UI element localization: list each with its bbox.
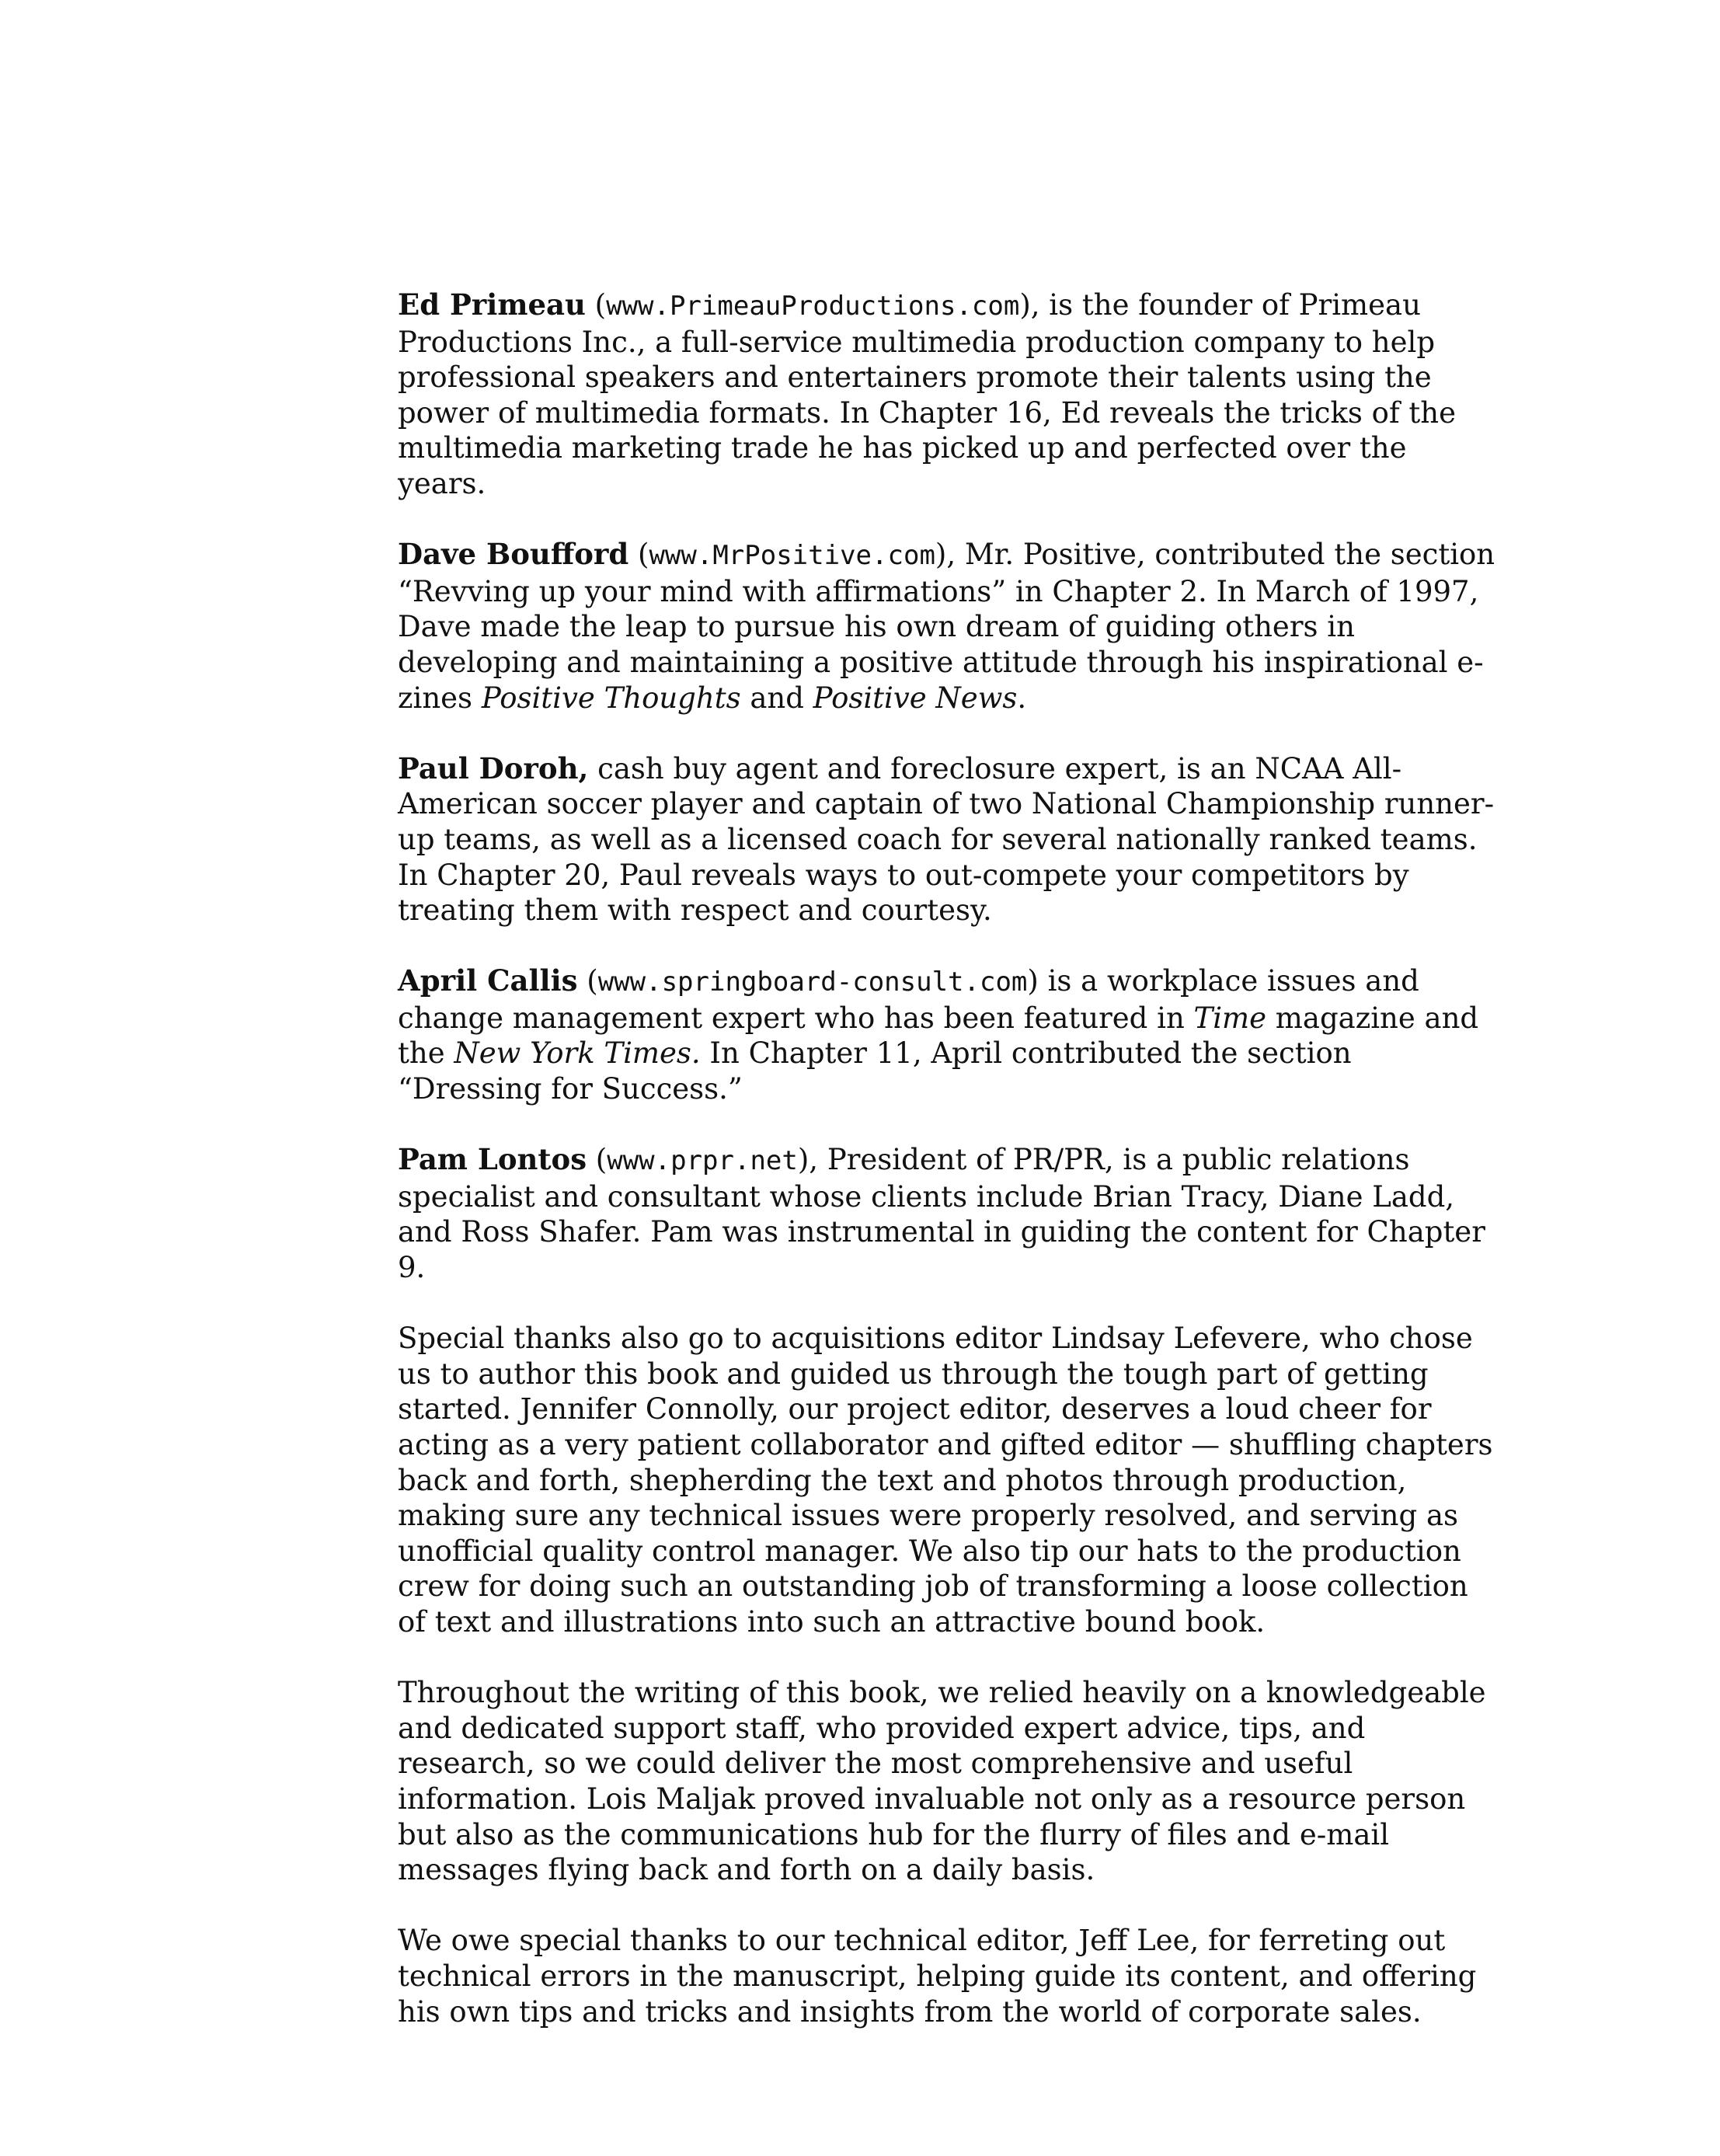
contributor-name: Pam Lontos — [398, 1142, 587, 1177]
paren-open: ( — [628, 538, 649, 572]
paragraph-tech-editor: We owe special thanks to our technical editor, Jeff Lee, for ferreting out technical errors in the manuscript, helping guide its content, and offering his own tips and tricks and insights from the world of corporate sales. — [398, 1924, 1477, 2029]
paragraph-special-thanks: Special thanks also go to acquisitions editor Lindsay Lefevere, who chose us to author this book and guided us through the tough part of getting started. Jennifer Connolly, our project editor, deserves a loud cheer for acting as a very patient collaborator and gifted editor — shuffling chapters back and forth, shepherding the text and photos through production, making sure any technical issues were properly resolved, and serving as unofficial quality control manager. We also tip our hats to the production crew for doing such an outstanding job of transforming a loose collection of text and illustrations into such an attractive bound book. — [398, 1322, 1493, 1639]
paren-open: ( — [577, 964, 598, 998]
contributor-name: Ed Primeau — [398, 287, 586, 322]
ezine-title: Positive News — [813, 681, 1018, 715]
contributor-name: Paul Doroh, — [398, 751, 589, 785]
publication-title: New York Times. — [454, 1036, 701, 1071]
contributor-name: April Callis — [398, 963, 578, 998]
paren-open: ( — [585, 288, 607, 322]
paragraph-lontos — [398, 1142, 1501, 1285]
acknowledgments-text — [398, 287, 1501, 2065]
paragraph-text: ), President of PR/PR, is a public relations specialist and consultant whose clients include Brian Tracy, Diane Ladd, and Ross Shafer. Pam was instrumental in guiding the content for Chapter 9. — [398, 1143, 1485, 1285]
contributor-url: www.MrPositive.com — [649, 540, 935, 572]
paragraph-text: cash buy agent and foreclosure expert, is an NCAA All-American soccer player and captain of two National Championship runner-up teams, as well as a licensed coach for several nationally ranked teams. In Chapter 20, Paul reveals ways to out-compete your competitors by treating them with respect and courtesy. — [398, 751, 1495, 928]
paragraph-text: magazine and the — [398, 1001, 1479, 1071]
ezine-title: Positive Thoughts — [481, 681, 741, 715]
paragraph-text: and — [740, 681, 813, 715]
contributor-url: www.springboard-consult.com — [597, 967, 1028, 998]
contributor-url: www.prpr.net — [607, 1145, 798, 1177]
paragraph-text: ) is a workplace issues and change management expert who has been featured in — [398, 964, 1419, 1035]
paragraph-callis — [398, 963, 1501, 1106]
paragraph-boufford — [398, 537, 1501, 716]
paragraph-support-staff: Throughout the writing of this book, we relied heavily on a knowledgeable and dedicated support staff, who provided expert advice, tips, and research, so we could deliver the most comprehensive and useful information. Lois Maljak proved invaluable not only as a resource person but also as the communications hub for the flurry of files and e-mail messages flying back and forth on a daily basis. — [398, 1676, 1486, 1887]
contributor-name: Dave Boufford — [398, 537, 629, 572]
publication-title: Time — [1193, 1001, 1267, 1035]
paren-open: ( — [587, 1143, 608, 1177]
paragraph-text: In Chapter 11, April contributed the section “Dressing for Success.” — [398, 1036, 1352, 1106]
paragraph-doroh — [398, 751, 1501, 928]
paragraph-primeau — [398, 287, 1501, 502]
paragraph-text: ), is the founder of Primeau Productions Inc., a full-service multimedia production company to help professional speakers and entertainers promote their talents using the power of multimedia formats. In Chapter 16, Ed reveals the tricks of the multimedia marketing trade he has picked up and perfected over the years. — [398, 288, 1457, 500]
paragraph-text: . — [1017, 681, 1027, 715]
paragraph-text: ), Mr. Positive, contributed the section “Revving up your mind with affirmations” in Chapter 2. In March of 1997, Dave made the leap to pursue his own dream of guiding others in developing and maintaining a positive attitude through his inspirational e-zines — [398, 538, 1495, 715]
contributor-url: www.PrimeauProductions.com — [606, 291, 1020, 322]
